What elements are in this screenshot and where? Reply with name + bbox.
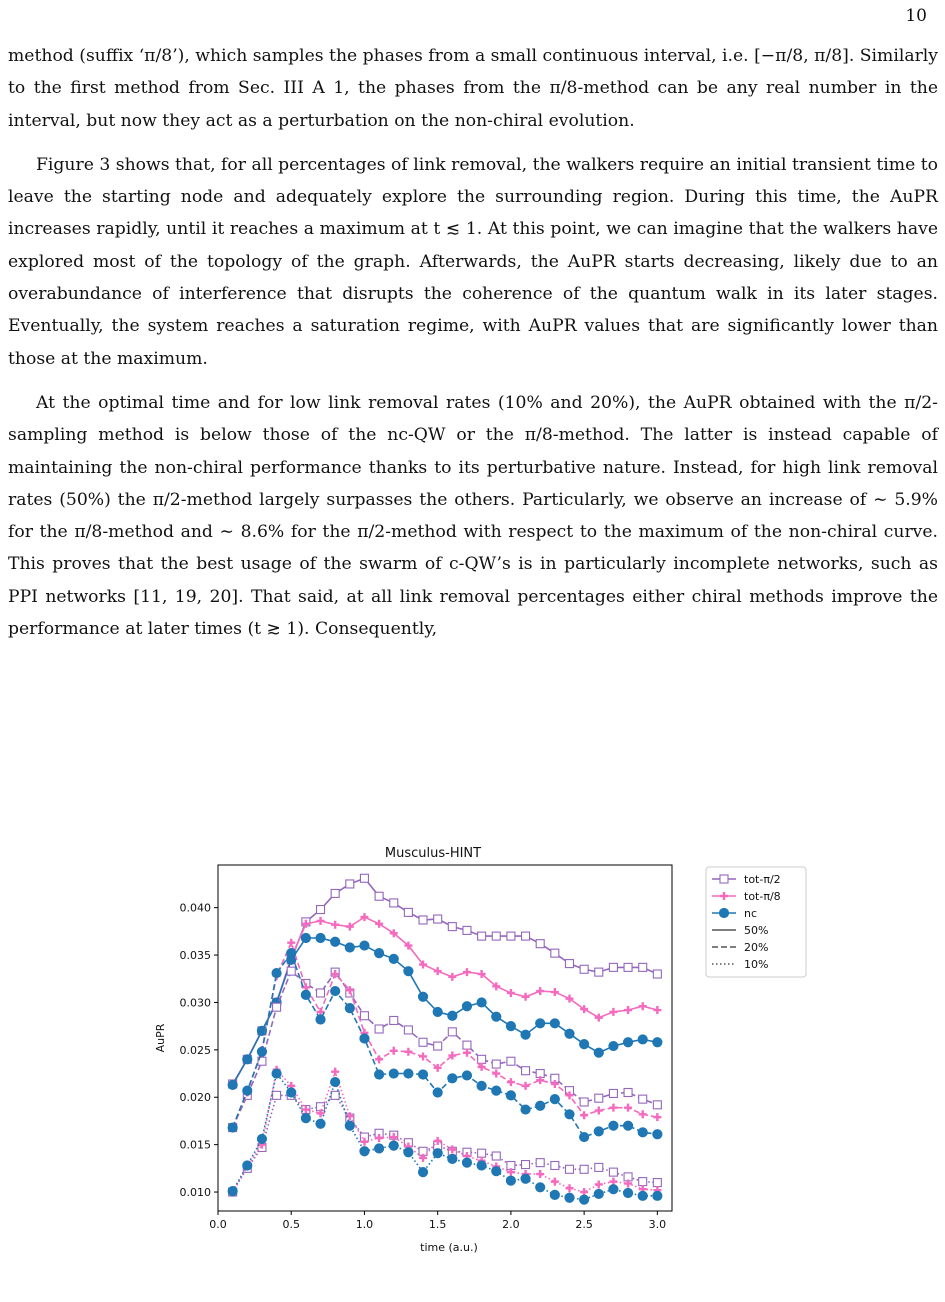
legend-label: 10% <box>744 958 769 971</box>
point-tot-2-50pct <box>419 916 427 924</box>
point-tot-8-50pct <box>346 923 354 931</box>
point-nc-10pct <box>638 1191 647 1200</box>
point-nc-20pct <box>536 1101 545 1110</box>
point-tot-8-50pct <box>331 921 339 929</box>
point-nc-20pct <box>623 1121 632 1130</box>
point-nc-10pct <box>287 1088 296 1097</box>
point-nc-20pct <box>374 1070 383 1079</box>
point-nc-20pct <box>492 1086 501 1095</box>
page-number: 10 <box>905 6 927 26</box>
point-nc-20pct <box>331 986 340 995</box>
point-tot-2-50pct <box>653 970 661 978</box>
point-nc-20pct <box>550 1095 559 1104</box>
point-nc-20pct <box>228 1123 237 1132</box>
point-tot-2-20pct <box>595 1094 603 1102</box>
point-nc-50pct <box>316 933 325 942</box>
point-tot-8-20pct <box>624 1104 632 1112</box>
point-nc-50pct <box>653 1038 662 1047</box>
point-tot-8-10pct <box>331 1068 339 1076</box>
point-tot-8-20pct <box>522 1082 530 1090</box>
x-tick-label: 1.0 <box>355 1218 374 1231</box>
point-tot-8-20pct <box>287 939 295 947</box>
legend-label: 20% <box>744 941 769 954</box>
point-tot-2-50pct <box>390 899 398 907</box>
point-nc-20pct <box>521 1105 530 1114</box>
chart-legend <box>706 867 806 977</box>
point-tot-8-20pct <box>375 1055 383 1063</box>
point-tot-2-10pct <box>580 1165 588 1173</box>
point-tot-2-50pct <box>522 932 530 940</box>
point-tot-8-50pct <box>639 1002 647 1010</box>
point-nc-20pct <box>301 990 310 999</box>
point-nc-50pct <box>404 967 413 976</box>
point-nc-20pct <box>316 1015 325 1024</box>
point-nc-20pct <box>653 1130 662 1139</box>
point-nc-20pct <box>506 1091 515 1100</box>
x-tick-label: 1.5 <box>428 1218 447 1231</box>
point-tot-8-20pct <box>463 1049 471 1057</box>
legend-marker <box>720 875 728 883</box>
y-axis-label: AuPR <box>154 1023 167 1053</box>
point-tot-2-50pct <box>463 926 471 934</box>
point-tot-8-20pct <box>404 1048 412 1056</box>
point-tot-8-50pct <box>624 1006 632 1014</box>
point-tot-2-20pct <box>507 1057 515 1065</box>
legend-marker <box>719 908 728 917</box>
point-nc-50pct <box>345 943 354 952</box>
line-chart <box>140 838 820 1258</box>
point-tot-2-50pct <box>565 960 573 968</box>
point-nc-50pct <box>448 1011 457 1020</box>
series-line-tot-8-10pct <box>233 1070 658 1192</box>
point-tot-2-50pct <box>478 932 486 940</box>
point-nc-20pct <box>404 1069 413 1078</box>
point-nc-10pct <box>609 1185 618 1194</box>
legend-label: nc <box>744 907 758 920</box>
point-nc-10pct <box>228 1186 237 1195</box>
point-tot-8-10pct <box>595 1180 603 1188</box>
point-tot-8-10pct <box>565 1184 573 1192</box>
point-nc-10pct <box>272 1069 281 1078</box>
point-tot-2-50pct <box>492 932 500 940</box>
point-nc-50pct <box>389 954 398 963</box>
point-tot-8-50pct <box>536 987 544 995</box>
point-tot-8-20pct <box>390 1047 398 1055</box>
point-tot-2-20pct <box>653 1101 661 1109</box>
point-nc-50pct <box>228 1080 237 1089</box>
point-nc-10pct <box>243 1161 252 1170</box>
point-tot-2-50pct <box>346 880 354 888</box>
point-tot-2-50pct <box>404 908 412 916</box>
point-tot-2-10pct <box>551 1161 559 1169</box>
y-tick-label: 0.015 <box>179 1138 211 1152</box>
point-tot-2-10pct <box>565 1165 573 1173</box>
x-tick-label: 2.0 <box>502 1218 520 1231</box>
point-tot-8-50pct <box>463 968 471 976</box>
point-tot-2-20pct <box>448 1028 456 1036</box>
point-nc-50pct <box>565 1029 574 1038</box>
point-nc-50pct <box>506 1022 515 1031</box>
x-tick-label: 2.5 <box>575 1218 593 1231</box>
point-nc-20pct <box>609 1121 618 1130</box>
point-nc-20pct <box>243 1086 252 1095</box>
point-nc-10pct <box>257 1134 266 1143</box>
point-nc-50pct <box>609 1041 618 1050</box>
point-nc-10pct <box>653 1191 662 1200</box>
point-nc-10pct <box>448 1154 457 1163</box>
point-tot-2-50pct <box>639 963 647 971</box>
point-nc-50pct <box>638 1035 647 1044</box>
point-nc-50pct <box>580 1040 589 1049</box>
point-tot-2-20pct <box>287 967 295 975</box>
point-nc-50pct <box>477 998 486 1007</box>
point-tot-2-20pct <box>639 1095 647 1103</box>
point-tot-8-50pct <box>448 973 456 981</box>
body-text <box>8 40 938 645</box>
point-tot-8-50pct <box>507 989 515 997</box>
point-nc-50pct <box>433 1007 442 1016</box>
point-tot-2-50pct <box>595 968 603 976</box>
point-tot-2-10pct <box>536 1159 544 1167</box>
legend-label: 50% <box>744 924 769 937</box>
point-tot-2-50pct <box>609 963 617 971</box>
point-nc-50pct <box>521 1030 530 1039</box>
point-tot-2-50pct <box>360 874 368 882</box>
point-nc-10pct <box>404 1148 413 1157</box>
point-nc-10pct <box>565 1193 574 1202</box>
point-nc-50pct <box>462 1002 471 1011</box>
point-nc-20pct <box>638 1128 647 1137</box>
point-tot-2-20pct <box>404 1026 412 1034</box>
legend-label: tot-π/2 <box>744 873 781 886</box>
point-tot-2-50pct <box>317 906 325 914</box>
point-nc-10pct <box>492 1167 501 1176</box>
point-nc-20pct <box>360 1034 369 1043</box>
point-tot-8-50pct <box>522 993 530 1001</box>
figure-musculus-hint <box>140 838 820 1258</box>
point-tot-2-50pct <box>448 923 456 931</box>
point-tot-2-50pct <box>375 892 383 900</box>
paragraph-2: Figure 3 shows that, for all percentages of link removal, the walkers require an initial transient time to leave the starting node and adequately explore the surrounding region. During this time, the AuPR increases rapidly, until it reaches a maximum at t ≲ 1. At this point, we can imagine that the walkers have explored most of the topology of the graph. Afterwards, the AuPR starts decreasing, likely due to an overabundance of interference that disrupts the coherence of the quantum walk in its later stages. Eventually, the system reaches a saturation regime, with AuPR values that are significantly lower than those at the maximum. <box>8 154 938 369</box>
point-tot-8-20pct <box>653 1113 661 1121</box>
point-nc-10pct <box>536 1183 545 1192</box>
point-nc-10pct <box>374 1144 383 1153</box>
point-nc-10pct <box>345 1121 354 1130</box>
point-nc-20pct <box>462 1071 471 1080</box>
point-nc-50pct <box>594 1048 603 1057</box>
point-tot-2-50pct <box>580 965 588 973</box>
point-tot-2-10pct <box>492 1152 500 1160</box>
point-nc-20pct <box>257 1047 266 1056</box>
point-nc-50pct <box>243 1055 252 1064</box>
y-tick-label: 0.020 <box>179 1091 211 1105</box>
point-tot-2-20pct <box>463 1041 471 1049</box>
point-tot-2-10pct <box>653 1179 661 1187</box>
point-nc-10pct <box>594 1189 603 1198</box>
point-tot-2-20pct <box>375 1025 383 1033</box>
point-nc-20pct <box>272 968 281 977</box>
point-nc-50pct <box>301 933 310 942</box>
point-tot-2-20pct <box>609 1089 617 1097</box>
paragraph-1: method (suffix ‘π/8’), which samples the phases from a small continuous interval, i.e. [−π/8, π/8]. Similarly to the first method from Sec. III A 1, the phases from the π/8-method can be any real number in the interval, but now they act as a perturbation on the non-chiral evolution. <box>8 46 939 131</box>
point-nc-10pct <box>301 1114 310 1123</box>
point-nc-20pct <box>287 949 296 958</box>
point-tot-2-20pct <box>434 1042 442 1050</box>
point-nc-10pct <box>389 1141 398 1150</box>
chart-title: Musculus-HINT <box>384 846 482 861</box>
point-nc-50pct <box>492 1012 501 1021</box>
point-tot-2-10pct <box>609 1168 617 1176</box>
legend-label: tot-π/8 <box>744 890 781 903</box>
point-tot-2-20pct <box>419 1038 427 1046</box>
point-tot-2-20pct <box>522 1067 530 1075</box>
series-line-tot-2-10pct <box>233 1095 658 1192</box>
x-tick-label: 0.0 <box>209 1218 227 1231</box>
point-nc-10pct <box>316 1119 325 1128</box>
y-tick-label: 0.030 <box>179 996 211 1010</box>
point-tot-2-10pct <box>273 1091 281 1099</box>
point-nc-20pct <box>418 1070 427 1079</box>
point-tot-2-20pct <box>273 1003 281 1011</box>
point-tot-8-50pct <box>434 967 442 975</box>
point-tot-2-20pct <box>580 1098 588 1106</box>
point-nc-50pct <box>360 941 369 950</box>
point-tot-2-20pct <box>478 1055 486 1063</box>
point-nc-20pct <box>345 1004 354 1013</box>
point-tot-2-50pct <box>507 932 515 940</box>
point-tot-2-50pct <box>331 889 339 897</box>
point-tot-2-50pct <box>551 949 559 957</box>
point-tot-2-10pct <box>639 1178 647 1186</box>
point-nc-10pct <box>550 1190 559 1199</box>
point-nc-10pct <box>521 1174 530 1183</box>
point-tot-2-20pct <box>390 1016 398 1024</box>
x-tick-label: 0.5 <box>282 1218 300 1231</box>
point-tot-8-20pct <box>507 1078 515 1086</box>
point-tot-2-10pct <box>478 1149 486 1157</box>
y-tick-label: 0.010 <box>179 1186 211 1200</box>
point-tot-8-50pct <box>653 1006 661 1014</box>
point-tot-8-50pct <box>609 1008 617 1016</box>
point-tot-2-10pct <box>595 1163 603 1171</box>
paragraph-3: At the optimal time and for low link removal rates (10% and 20%), the AuPR obtained with the π/2-sampling method is below those of the nc-QW or the π/8-method. The latter is instead capable of maintaining the non-chiral performance thanks to its perturbative nature. Instead, for high link removal rates (50%) the π/2-method largely surpasses the others. Particularly, we observe an increase of ∼ 5.9% for the π/8-method and ∼ 8.6% for the π/2-method with respect to the maximum of the non-chiral curve. This proves that the best usage of the swarm of c-QW’s is in particularly incomplete networks, such as PPI networks [11, 19, 20]. That said, at all link removal percentages either chiral methods improve the performance at later times (t ≳ 1). Consequently, <box>8 392 938 640</box>
point-tot-2-50pct <box>434 915 442 923</box>
point-tot-8-20pct <box>609 1104 617 1112</box>
point-tot-2-50pct <box>536 940 544 948</box>
point-tot-2-10pct <box>522 1161 530 1169</box>
point-nc-20pct <box>477 1081 486 1090</box>
series-line-tot-8-50pct <box>233 917 658 1085</box>
point-tot-8-20pct <box>639 1110 647 1118</box>
y-tick-label: 0.035 <box>179 949 211 963</box>
point-nc-20pct <box>594 1127 603 1136</box>
y-tick-label: 0.025 <box>179 1043 211 1057</box>
point-nc-50pct <box>536 1019 545 1028</box>
point-tot-8-50pct <box>360 913 368 921</box>
point-nc-50pct <box>623 1038 632 1047</box>
series-line-nc-20pct <box>233 953 658 1137</box>
point-tot-8-20pct <box>595 1107 603 1115</box>
point-tot-8-50pct <box>595 1014 603 1022</box>
point-tot-2-50pct <box>624 963 632 971</box>
y-tick-label: 0.040 <box>179 901 211 915</box>
point-nc-10pct <box>580 1195 589 1204</box>
point-nc-20pct <box>448 1074 457 1083</box>
point-tot-8-20pct <box>492 1070 500 1078</box>
x-tick-label: 3.0 <box>648 1218 667 1231</box>
point-tot-8-10pct <box>536 1170 544 1178</box>
point-nc-20pct <box>565 1110 574 1119</box>
point-nc-10pct <box>623 1188 632 1197</box>
point-nc-50pct <box>550 1019 559 1028</box>
point-nc-20pct <box>580 1132 589 1141</box>
point-tot-8-50pct <box>551 988 559 996</box>
point-nc-20pct <box>433 1088 442 1097</box>
point-nc-10pct <box>360 1147 369 1156</box>
point-tot-8-20pct <box>580 1111 588 1119</box>
point-nc-10pct <box>331 1077 340 1086</box>
point-tot-8-10pct <box>551 1178 559 1186</box>
point-tot-8-50pct <box>317 917 325 925</box>
point-nc-50pct <box>374 949 383 958</box>
point-tot-2-20pct <box>492 1060 500 1068</box>
x-axis-label: time (a.u.) <box>420 1241 478 1254</box>
point-nc-50pct <box>418 992 427 1001</box>
point-nc-20pct <box>389 1069 398 1078</box>
point-tot-2-20pct <box>624 1089 632 1097</box>
point-nc-10pct <box>433 1149 442 1158</box>
point-nc-10pct <box>418 1168 427 1177</box>
point-tot-2-20pct <box>317 989 325 997</box>
point-tot-2-20pct <box>360 1012 368 1020</box>
point-nc-10pct <box>462 1158 471 1167</box>
point-nc-50pct <box>331 937 340 946</box>
point-nc-10pct <box>477 1161 486 1170</box>
point-nc-10pct <box>506 1176 515 1185</box>
series-line-tot-2-50pct <box>233 878 658 1084</box>
